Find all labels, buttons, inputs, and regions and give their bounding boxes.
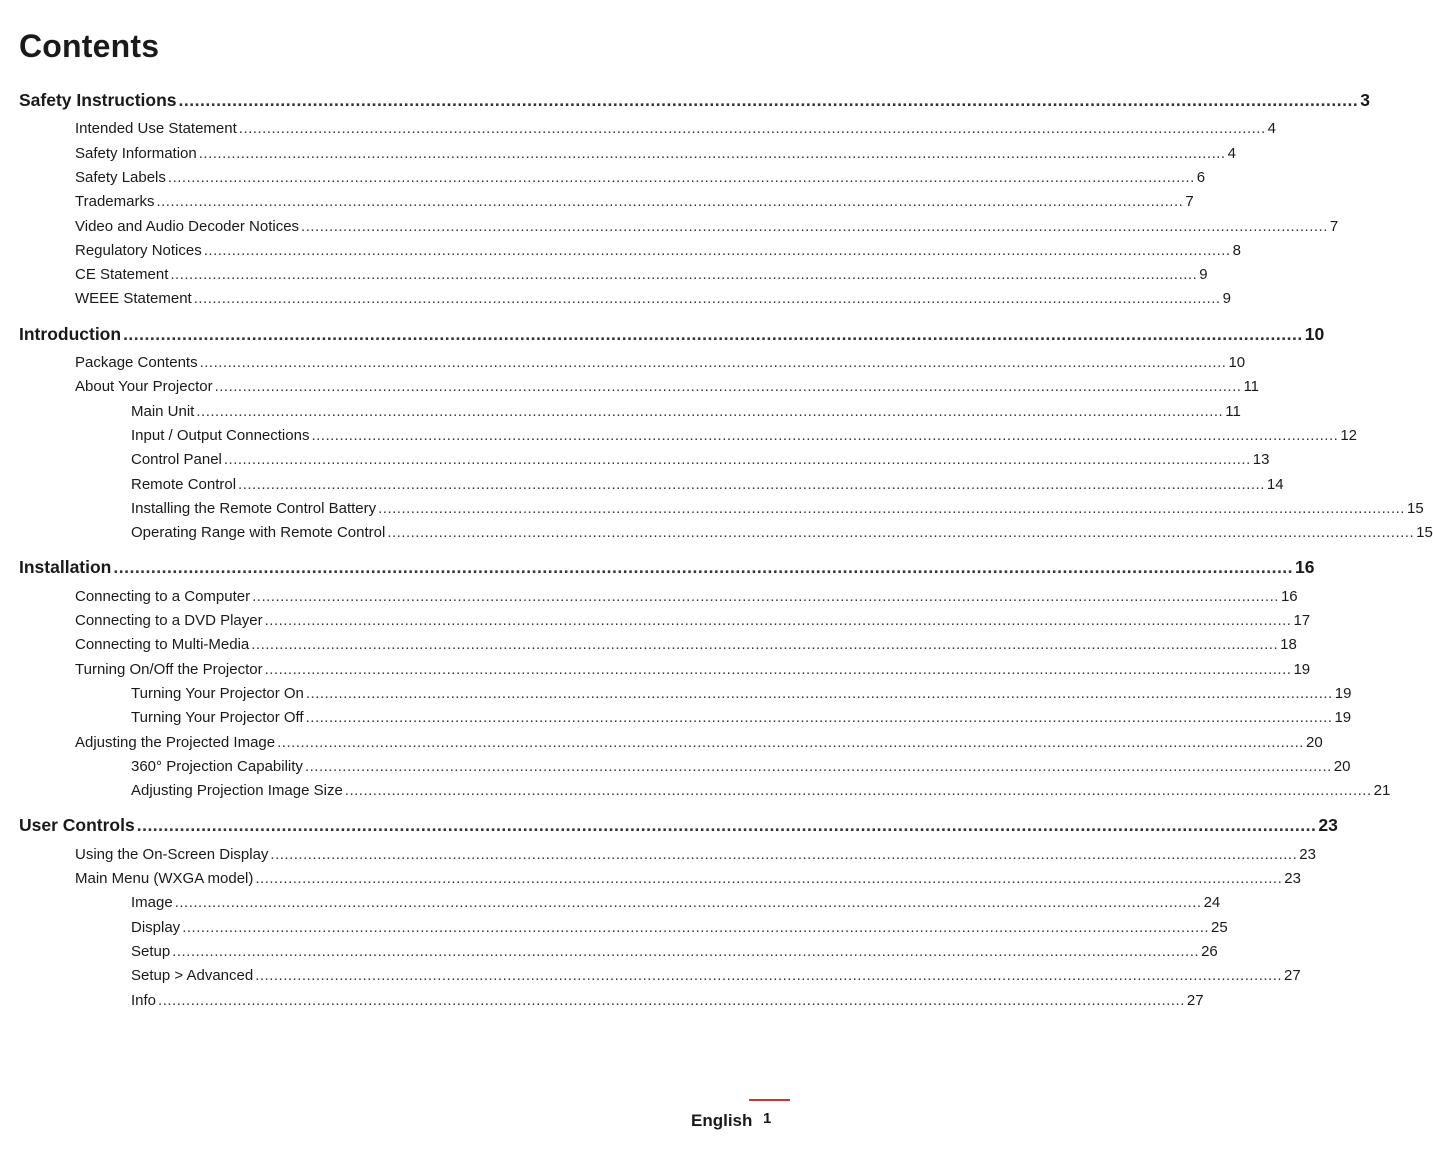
toc-entry-label: Control Panel <box>131 451 222 469</box>
footer-page-number: 1 <box>763 1110 772 1127</box>
toc-dot-leader: ............................................................................................................................................................................................................................ <box>170 266 1198 284</box>
toc-entry-page: 19 <box>1334 684 1352 702</box>
toc-entry-label: Operating Range with Remote Control <box>131 524 386 542</box>
toc-entry-label: Connecting to Multi-Media <box>75 636 250 654</box>
toc-entry-page: 13 <box>1252 451 1270 469</box>
toc-entry-label: Remote Control <box>131 475 237 493</box>
toc-entry-page: 16 <box>1295 557 1315 578</box>
toc-entry-label: Installation <box>19 557 112 578</box>
toc-entry-30[interactable] <box>75 870 1301 887</box>
toc-dot-leader: ............................................................................................................................................................................................................................ <box>167 168 1195 186</box>
toc-entry-page: 23 <box>1299 845 1316 863</box>
toc-entry-16[interactable] <box>131 499 1424 517</box>
toc-dot-leader: ............................................................................................................................................................................................................................ <box>304 757 1332 775</box>
toc-entry-label: About Your Projector <box>75 378 213 396</box>
toc-entry-page: 26 <box>1201 942 1218 960</box>
toc-dot-leader: ............................................................................................................................................................................................................................ <box>223 451 1251 469</box>
toc-dot-leader: ............................................................................................................................................................................................................................ <box>203 241 1231 259</box>
toc-entry-label: Image <box>131 894 173 912</box>
toc-entry-12[interactable] <box>131 402 1241 420</box>
toc-dot-leader: ............................................................................................................................................................................................................................ <box>178 90 1359 110</box>
toc-entry-label: Trademarks <box>75 193 155 211</box>
toc-section-18[interactable] <box>19 557 1315 578</box>
toc-dot-leader: ............................................................................................................................................................................................................................ <box>387 524 1415 542</box>
toc-entry-page: 7 <box>1185 193 1194 211</box>
toc-entry-25[interactable] <box>75 733 1323 751</box>
toc-entry-23[interactable] <box>131 684 1352 702</box>
toc-entry-13[interactable] <box>131 426 1357 444</box>
toc-entry-page: 19 <box>1293 660 1311 678</box>
toc-entry-label: Intended Use Statement <box>75 120 237 138</box>
toc-dot-leader: ............................................................................................................................................................................................................................ <box>305 709 1333 727</box>
toc-entry-page: 10 <box>1228 354 1246 371</box>
toc-entry-label: Video and Audio Decoder Notices <box>75 217 300 235</box>
toc-dot-leader: ............................................................................................................................................................................................................................ <box>277 733 1304 751</box>
toc-entry-17[interactable] <box>131 524 1433 542</box>
toc-dot-leader: ............................................................................................................................................................................................................................ <box>344 782 1372 800</box>
toc-entry-page: 4 <box>1267 120 1276 138</box>
toc-entry-29[interactable] <box>75 845 1316 863</box>
toc-section-0[interactable] <box>19 90 1370 111</box>
toc-dot-leader: ............................................................................................................................................................................................................................ <box>270 845 1298 863</box>
toc-entry-label: Setup <box>131 942 171 960</box>
toc-entry-5[interactable] <box>75 217 1339 235</box>
toc-entry-2[interactable] <box>75 144 1236 162</box>
toc-entry-label: Connecting to a Computer <box>75 587 251 605</box>
toc-entry-15[interactable] <box>131 475 1284 493</box>
toc-entry-label: Turning Your Projector On <box>131 684 304 702</box>
toc-dot-leader: ............................................................................................................................................................................................................................ <box>255 870 1283 887</box>
toc-entry-label: CE Statement <box>75 266 169 284</box>
toc-entry-page: 9 <box>1199 266 1208 284</box>
toc-entry-20[interactable] <box>75 612 1311 629</box>
toc-entry-10[interactable] <box>75 354 1246 371</box>
toc-entry-21[interactable] <box>75 636 1297 654</box>
toc-section-9[interactable] <box>19 323 1325 345</box>
toc-entry-32[interactable] <box>131 918 1228 936</box>
toc-dot-leader: ............................................................................................................................................................................................................................ <box>255 967 1283 985</box>
toc-entry-label: Main Menu (WXGA model) <box>75 870 254 887</box>
toc-dot-leader: ............................................................................................................................................................................................................................ <box>305 684 1333 702</box>
toc-dot-leader: ............................................................................................................................................................................................................................ <box>264 612 1292 629</box>
toc-entry-24[interactable] <box>131 709 1352 727</box>
toc-entry-page: 15 <box>1406 499 1424 517</box>
toc-entry-34[interactable] <box>131 967 1301 985</box>
toc-entry-4[interactable] <box>75 193 1194 211</box>
toc-dot-leader: ............................................................................................................................................................................................................................ <box>238 120 1266 138</box>
toc-entry-label: Safety Information <box>75 144 197 162</box>
toc-entry-label: Setup > Advanced <box>131 967 254 985</box>
toc-entry-page: 23 <box>1284 870 1301 887</box>
toc-entry-14[interactable] <box>131 451 1270 469</box>
toc-entry-label: Connecting to a DVD Player <box>75 612 263 629</box>
toc-entry-page: 17 <box>1293 612 1311 629</box>
toc-dot-leader: ............................................................................................................................................................................................................................ <box>378 499 1405 517</box>
toc-dot-leader: ............................................................................................................................................................................................................................ <box>198 144 1226 162</box>
toc-entry-page: 8 <box>1232 241 1241 259</box>
toc-entry-page: 9 <box>1222 290 1231 308</box>
toc-section-28[interactable] <box>19 815 1338 836</box>
toc-entry-35[interactable] <box>131 991 1204 1009</box>
toc-entry-8[interactable] <box>75 290 1231 308</box>
toc-entry-page: 10 <box>1304 323 1325 344</box>
toc-dot-leader: ............................................................................................................................................................................................................................ <box>214 378 1242 396</box>
toc-dot-leader: ............................................................................................................................................................................................................................ <box>264 660 1292 678</box>
toc-entry-7[interactable] <box>75 266 1208 284</box>
toc-entry-label: Safety Instructions <box>19 90 177 110</box>
toc-entry-33[interactable] <box>131 942 1218 960</box>
toc-entry-label: Adjusting the Projected Image <box>75 733 276 751</box>
toc-entry-page: 15 <box>1416 524 1433 542</box>
toc-entry-page: 11 <box>1225 402 1241 420</box>
toc-entry-page: 27 <box>1284 967 1301 985</box>
toc-entry-label: Using the On-Screen Display <box>75 845 269 863</box>
page-title: Contents <box>19 28 160 64</box>
footer-language: English <box>691 1111 753 1130</box>
toc-entry-label: 360° Projection Capability <box>131 757 303 775</box>
toc-dot-leader: ............................................................................................................................................................................................................................ <box>182 918 1210 936</box>
toc-entry-label: Adjusting Projection Image Size <box>131 782 343 800</box>
toc-dot-leader: ............................................................................................................................................................................................................................ <box>136 815 1317 836</box>
toc-entry-label: Regulatory Notices <box>75 241 202 259</box>
toc-entry-page: 18 <box>1280 636 1297 654</box>
toc-entry-label: Main Unit <box>131 402 195 420</box>
toc-entry-page: 7 <box>1329 217 1339 235</box>
toc-dot-leader: ............................................................................................................................................................................................................................ <box>156 193 1184 211</box>
toc-dot-leader: ............................................................................................................................................................................................................................ <box>174 894 1202 912</box>
toc-dot-leader: ............................................................................................................................................................................................................................ <box>172 942 1200 960</box>
toc-entry-page: 6 <box>1196 168 1206 186</box>
toc-entry-page: 4 <box>1227 144 1236 162</box>
toc-entry-label: Turning On/Off the Projector <box>75 660 263 678</box>
toc-dot-leader: ............................................................................................................................................................................................................................ <box>238 475 1265 493</box>
toc-dot-leader: ............................................................................................................................................................................................................................ <box>196 402 1224 420</box>
toc-entry-page: 20 <box>1305 733 1323 751</box>
toc-entry-19[interactable] <box>75 587 1298 605</box>
toc-entry-page: 16 <box>1280 587 1298 605</box>
toc-entry-22[interactable] <box>75 660 1311 678</box>
toc-dot-leader: ............................................................................................................................................................................................................................ <box>158 991 1185 1009</box>
toc-entry-page: 11 <box>1243 378 1260 396</box>
toc-entry-11[interactable] <box>75 378 1260 396</box>
toc-entry-page: 27 <box>1186 991 1204 1009</box>
toc-entry-label: Input / Output Connections <box>131 426 310 444</box>
toc-dot-leader: ............................................................................................................................................................................................................................ <box>252 587 1279 605</box>
toc-dot-leader: ............................................................................................................................................................................................................................ <box>251 636 1279 654</box>
toc-entry-6[interactable] <box>75 241 1241 259</box>
toc-entry-page: 20 <box>1333 757 1351 775</box>
toc-entry-label: Turning Your Projector Off <box>131 709 304 727</box>
toc-entry-page: 25 <box>1211 918 1228 936</box>
toc-entry-label: Installing the Remote Control Battery <box>131 499 377 517</box>
toc-dot-leader: ............................................................................................................................................................................................................................ <box>199 354 1227 371</box>
footer-accent-rule <box>749 1099 790 1101</box>
toc-entry-26[interactable] <box>131 757 1351 775</box>
toc-dot-leader: ............................................................................................................................................................................................................................ <box>301 217 1328 235</box>
toc-dot-leader: ............................................................................................................................................................................................................................ <box>193 290 1221 308</box>
toc-entry-page: 14 <box>1266 475 1284 493</box>
toc-entry-label: Info <box>131 991 157 1009</box>
toc-dot-leader: ............................................................................................................................................................................................................................ <box>113 557 1294 578</box>
toc-entry-3[interactable] <box>75 168 1206 186</box>
toc-entry-1[interactable] <box>75 120 1276 138</box>
toc-entry-page: 3 <box>1360 90 1370 110</box>
toc-entry-label: Display <box>131 918 181 936</box>
toc-entry-page: 24 <box>1203 894 1221 912</box>
toc-entry-page: 19 <box>1334 709 1352 727</box>
toc-entry-label: WEEE Statement <box>75 290 192 308</box>
toc-dot-leader: ............................................................................................................................................................................................................................ <box>311 426 1339 444</box>
toc-entry-27[interactable] <box>131 782 1391 800</box>
toc-entry-label: Introduction <box>19 323 122 344</box>
toc-entry-label: Package Contents <box>75 354 198 371</box>
toc-entry-page: 21 <box>1373 782 1391 800</box>
toc-entry-label: Safety Labels <box>75 168 166 186</box>
toc-entry-page: 12 <box>1340 426 1357 444</box>
toc-dot-leader: ............................................................................................................................................................................................................................ <box>123 323 1303 344</box>
toc-entry-page: 23 <box>1318 815 1338 836</box>
toc-entry-label: User Controls <box>19 815 135 836</box>
toc-entry-31[interactable] <box>131 894 1221 912</box>
